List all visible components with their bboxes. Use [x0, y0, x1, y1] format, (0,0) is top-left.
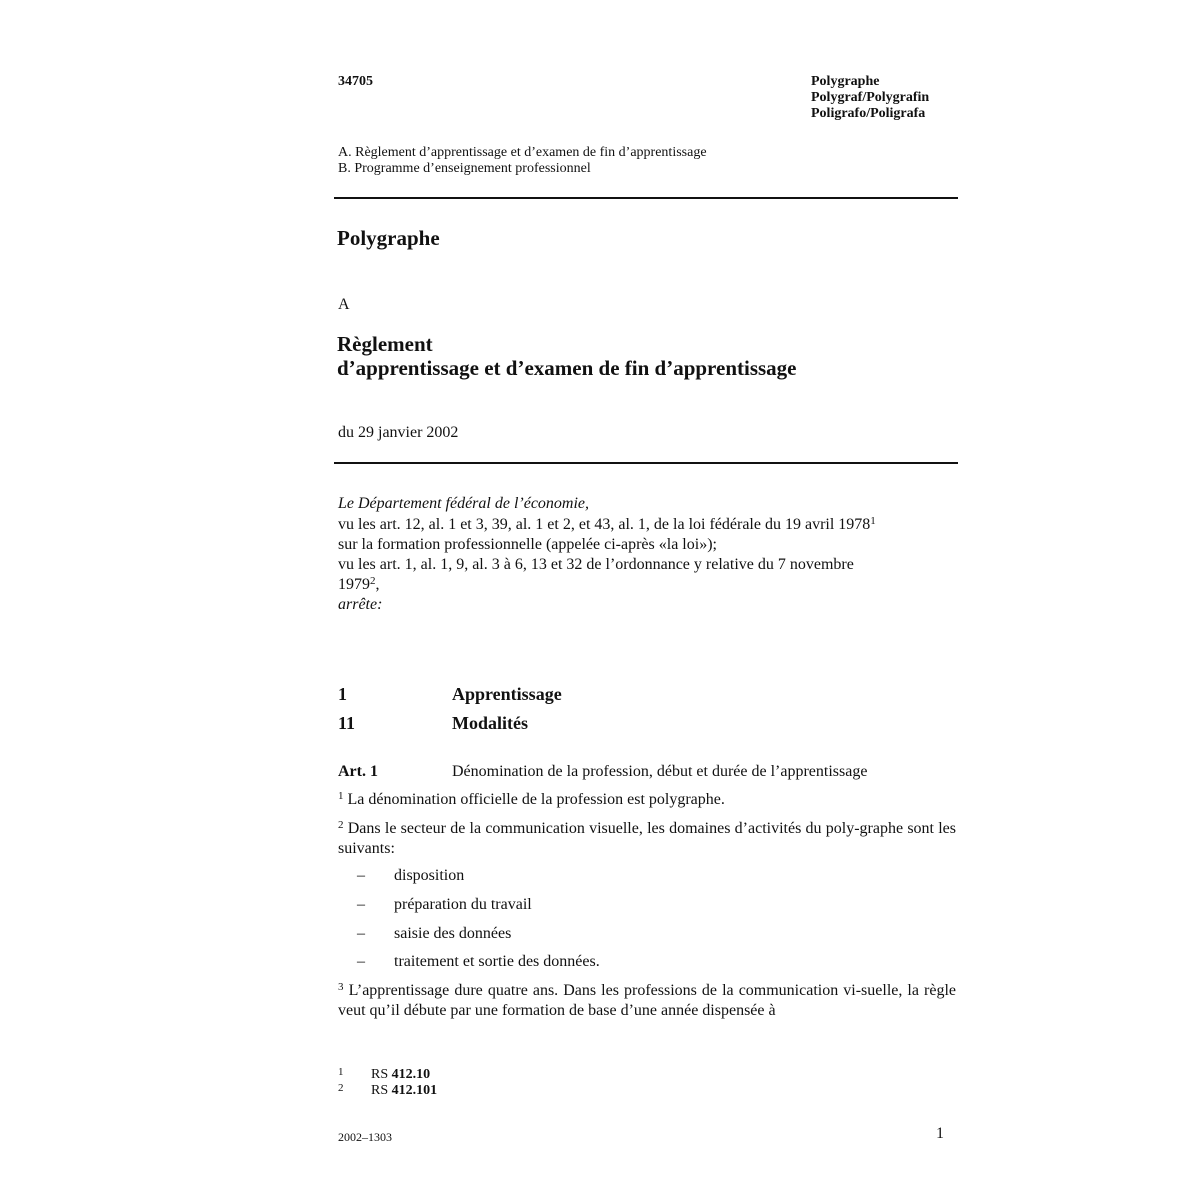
page-number: 1: [936, 1125, 944, 1142]
profession-name-de: Polygraf/Polygrafin: [811, 90, 930, 105]
regulation-heading: [337, 332, 797, 380]
list-item-text: préparation du travail: [394, 896, 532, 913]
footnote-number: 1: [338, 1066, 344, 1078]
contents-item-b: B. Programme d’enseignement professionnel: [338, 161, 591, 176]
article-paragraph-2: [338, 819, 956, 859]
regulation-heading-line2: d’apprentissage et d’examen de fin d’apprentissage: [337, 356, 797, 380]
paragraph-number: 1: [338, 790, 344, 802]
footnote-2: [338, 1080, 437, 1099]
footnote-prefix: RS: [371, 1083, 389, 1098]
preamble-line1: [338, 515, 958, 535]
paragraph-number: 3: [338, 981, 344, 993]
list-marker: –: [357, 953, 365, 970]
list-marker: –: [357, 925, 365, 942]
preamble-line3: vu les art. 1, al. 1, 9, al. 3 à 6, 13 et 32 de l’ordonnance y relative du 7 novembre: [338, 556, 854, 573]
contents-item-a: A. Règlement d’apprentissage et d’examen de fin d’apprentissage: [338, 145, 707, 160]
list-item: [357, 896, 532, 914]
footer-code: 2002–1303: [338, 1130, 392, 1144]
list-item-text: disposition: [394, 867, 465, 884]
list-item: [357, 867, 464, 885]
section-title: Modalités: [452, 713, 528, 733]
profession-names: [811, 74, 929, 122]
footnote-ref-2[interactable]: 2: [370, 575, 376, 587]
paragraph-text: L’apprentissage dure quatre ans. Dans les professions de la communication vi-suelle, la règle veut qu’il débute par une formation de base d’une année dispensée à: [338, 982, 957, 1019]
section-number: 1: [338, 684, 347, 704]
section-heading-1: [338, 684, 562, 705]
article-paragraph-3: [338, 981, 956, 1021]
contents-list: [338, 145, 707, 177]
footnote-ref-1[interactable]: 1: [870, 515, 876, 527]
preamble-line4-tail: ,: [375, 576, 380, 593]
profession-name-fr: Polygraphe: [811, 74, 880, 89]
regulation-date: du 29 janvier 2002: [338, 424, 459, 441]
list-marker: –: [357, 896, 365, 913]
article-paragraph-1: [338, 791, 725, 809]
list-item-text: traitement et sortie des données.: [394, 953, 600, 970]
article-heading: [338, 763, 867, 781]
footnote-number: 2: [338, 1082, 344, 1094]
preamble-line1-text: vu les art. 12, al. 1 et 3, 39, al. 1 et 2, et 43, al. 1, de la loi fédérale du 19 avril 1978: [338, 516, 871, 533]
paragraph-text: Dans le secteur de la communication visuelle, les domaines d’activités du poly-graphe sont les suivants:: [338, 820, 957, 857]
preamble: [338, 494, 958, 615]
profession-title: Polygraphe: [337, 226, 440, 250]
preamble-authority: Le Département fédéral de l’économie,: [338, 495, 590, 512]
footnote-prefix: RS: [371, 1067, 389, 1082]
preamble-decree: arrête:: [338, 596, 383, 613]
article-label: Art. 1: [338, 763, 378, 780]
list-item: [357, 925, 511, 943]
section-heading-11: [338, 713, 528, 734]
list-item: [357, 953, 600, 971]
header-divider: [334, 197, 958, 199]
paragraph-text: La dénomination officielle de la profession est polygraphe.: [347, 791, 725, 808]
list-marker: –: [357, 867, 365, 884]
document-number: 34705: [338, 74, 373, 89]
footnote-ref: 412.10: [391, 1067, 431, 1082]
preamble-line4-text: 1979: [338, 576, 370, 593]
section-title: Apprentissage: [452, 684, 562, 704]
regulation-heading-line1: Règlement: [337, 332, 433, 356]
preamble-line2: sur la formation professionnelle (appelée ci-après «la loi»);: [338, 536, 717, 553]
footnote-ref: 412.101: [391, 1083, 438, 1098]
preamble-line4: [338, 575, 958, 595]
title-divider: [334, 462, 958, 464]
part-letter: A: [338, 296, 350, 313]
article-title: Dénomination de la profession, début et durée de l’apprentissage: [452, 763, 868, 780]
paragraph-number: 2: [338, 819, 344, 831]
profession-name-it: Poligrafo/Poligrafa: [811, 106, 926, 121]
list-item-text: saisie des données: [394, 925, 512, 942]
section-number: 11: [338, 713, 356, 733]
